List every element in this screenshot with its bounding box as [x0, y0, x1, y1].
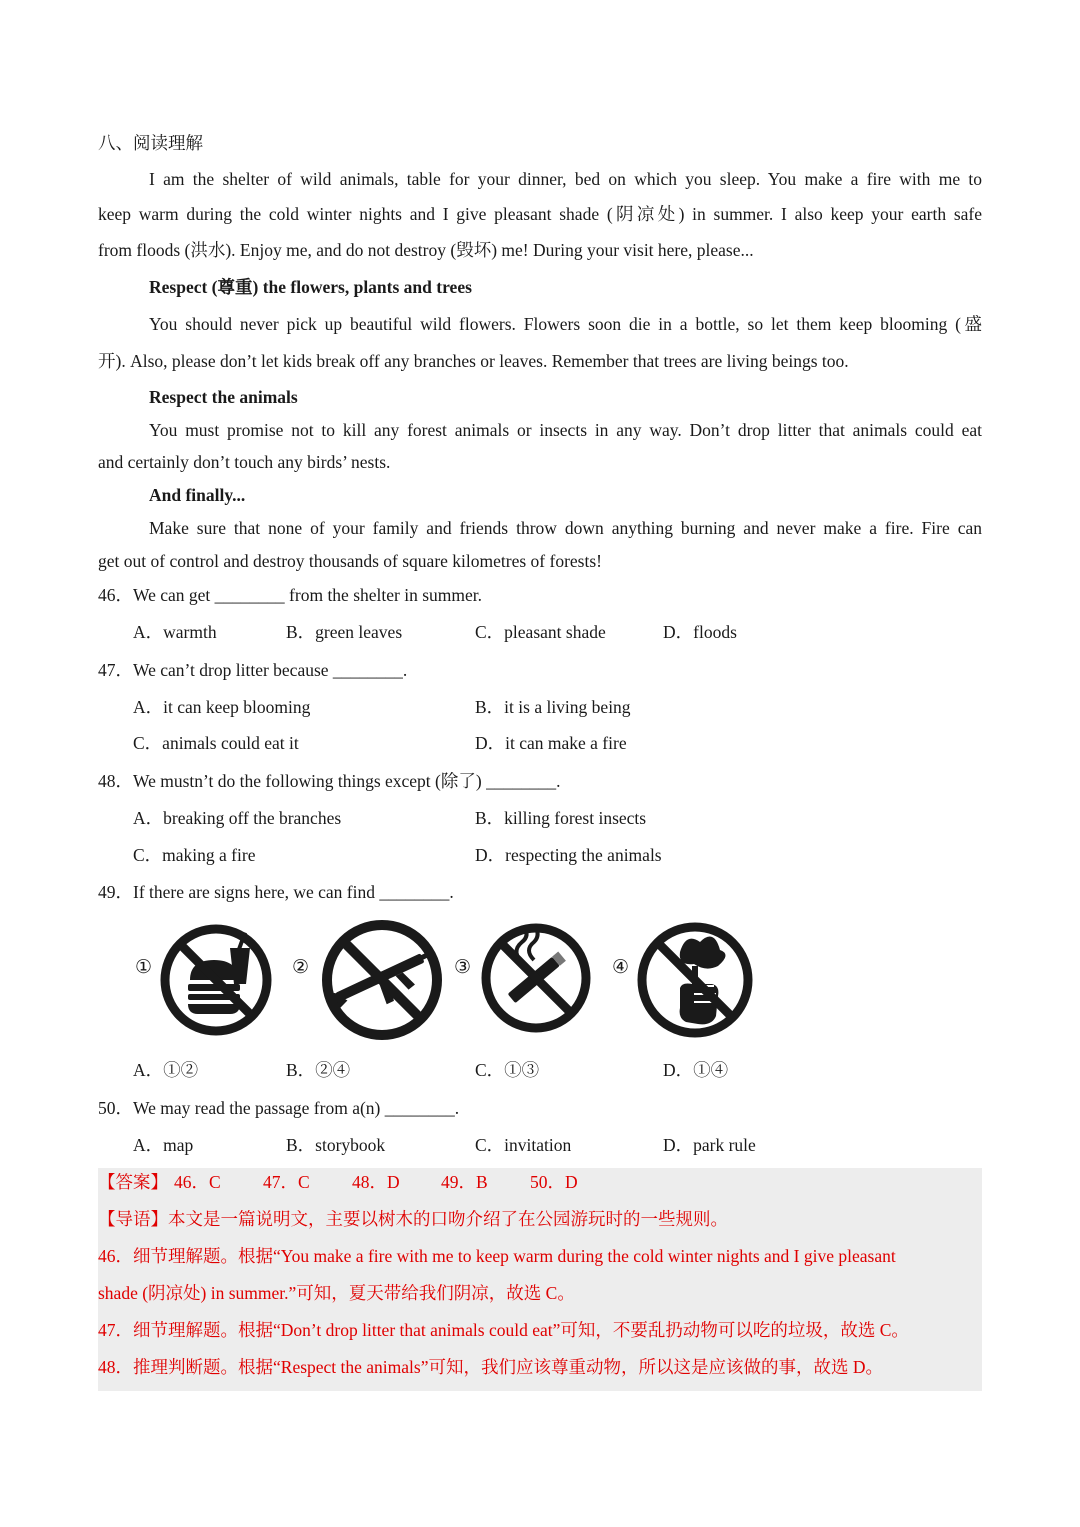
answer-key-label: 【答案】	[98, 1172, 168, 1192]
option-50-d: D．park rule	[663, 1135, 756, 1155]
sign-label: ④	[612, 957, 630, 978]
answer-key: 48．D	[352, 1172, 400, 1192]
sign-label: ②	[292, 957, 310, 978]
option-47-b: B．it is a living being	[475, 697, 631, 717]
passage-line: You must promise not to kill any forest animals or insects in any way. Don’t drop litter that animals could eat	[149, 420, 982, 440]
question-47: 47．We can’t drop litter because ________.	[98, 660, 408, 680]
option-49-c: C．①③	[475, 1060, 540, 1080]
answer-explanation: 46．细节理解题。根据“You make a fire with me to keep warm during the cold winter nights and I give pleasant	[98, 1246, 896, 1266]
passage-line: Make sure that none of your family and friends throw down anything burning and never make a fire. Fire can	[149, 518, 982, 538]
question-49: 49．If there are signs here, we can find ________.	[98, 882, 454, 902]
passage-line: and certainly don’t touch any birds’ nests.	[98, 452, 391, 472]
passage-line: You should never pick up beautiful wild flowers. Flowers soon die in a bottle, so let them keep blooming (盛	[149, 314, 982, 334]
option-48-b: B．killing forest insects	[475, 808, 647, 828]
answer-key: 49．B	[441, 1172, 488, 1192]
option-46-a: A．warmth	[133, 622, 217, 642]
option-50-b: B．storybook	[286, 1135, 386, 1155]
no-picking-flowers-icon	[636, 918, 754, 1042]
section-title: 八、阅读理解	[98, 133, 203, 153]
sign-label: ③	[454, 957, 472, 978]
passage-line: 开). Also, please don’t let kids break off any branches or leaves. Remember that trees are living beings too.	[98, 351, 849, 371]
question-48: 48．We mustn’t do the following things except (除了) ________.	[98, 771, 561, 791]
answer-guide: 【导语】本文是一篇说明文，主要以树木的口吻介绍了在公园游玩时的一些规则。	[98, 1209, 728, 1229]
option-50-a: A．map	[133, 1135, 194, 1155]
passage-line: get out of control and destroy thousands of square kilometres of forests!	[98, 551, 602, 571]
passage-line: from floods (洪水). Enjoy me, and do not destroy (毁坏) me! During your visit here, please...	[98, 240, 754, 260]
answer-key: 46．C	[174, 1172, 221, 1192]
option-48-c: C．making a fire	[133, 845, 256, 865]
passage-heading: And finally...	[149, 485, 246, 505]
passage-line: keep warm during the cold winter nights and I give pleasant shade (阴凉处) in summer. I also keep your earth safe	[98, 204, 982, 224]
no-food-icon	[158, 918, 274, 1042]
option-48-a: A．breaking off the branches	[133, 808, 342, 828]
answer-explanation: 47．细节理解题。根据“Don’t drop litter that animals could eat”可知，不要乱扔动物可以吃的垃圾，故选 C。	[98, 1320, 909, 1340]
option-47-c: C．animals could eat it	[133, 733, 299, 753]
question-46: 46．We can get ________ from the shelter in summer.	[98, 585, 482, 605]
sign-label: ①	[135, 957, 153, 978]
option-48-d: D．respecting the animals	[475, 845, 662, 865]
answer-key: 47．C	[263, 1172, 310, 1192]
passage-heading: Respect the animals	[149, 387, 298, 407]
passage-line: I am the shelter of wild animals, table for your dinner, bed on which you sleep. You make a fire with me to	[149, 169, 982, 189]
passage-heading: Respect (尊重) the flowers, plants and trees	[149, 277, 472, 297]
option-46-c: C．pleasant shade	[475, 622, 606, 642]
option-47-d: D．it can make a fire	[475, 733, 627, 753]
option-49-b: B．②④	[286, 1060, 351, 1080]
no-smoking-icon	[480, 918, 592, 1036]
option-46-d: D．floods	[663, 622, 737, 642]
option-49-d: D．①④	[663, 1060, 729, 1080]
option-50-c: C．invitation	[475, 1135, 572, 1155]
option-49-a: A．①②	[133, 1060, 199, 1080]
answer-explanation: shade (阴凉处) in summer.”可知，夏天带给我们阴凉，故选 C。	[98, 1283, 575, 1303]
option-46-b: B．green leaves	[286, 622, 403, 642]
sign-row	[98, 918, 982, 1048]
question-50: 50．We may read the passage from a(n) ________.	[98, 1098, 460, 1118]
answer-key: 50．D	[530, 1172, 578, 1192]
answer-explanation: 48．推理判断题。根据“Respect the animals”可知，我们应该尊重动物，所以这是应该做的事，故选 D。	[98, 1357, 884, 1377]
option-47-a: A．it can keep blooming	[133, 697, 311, 717]
no-hunting-icon	[320, 918, 444, 1042]
